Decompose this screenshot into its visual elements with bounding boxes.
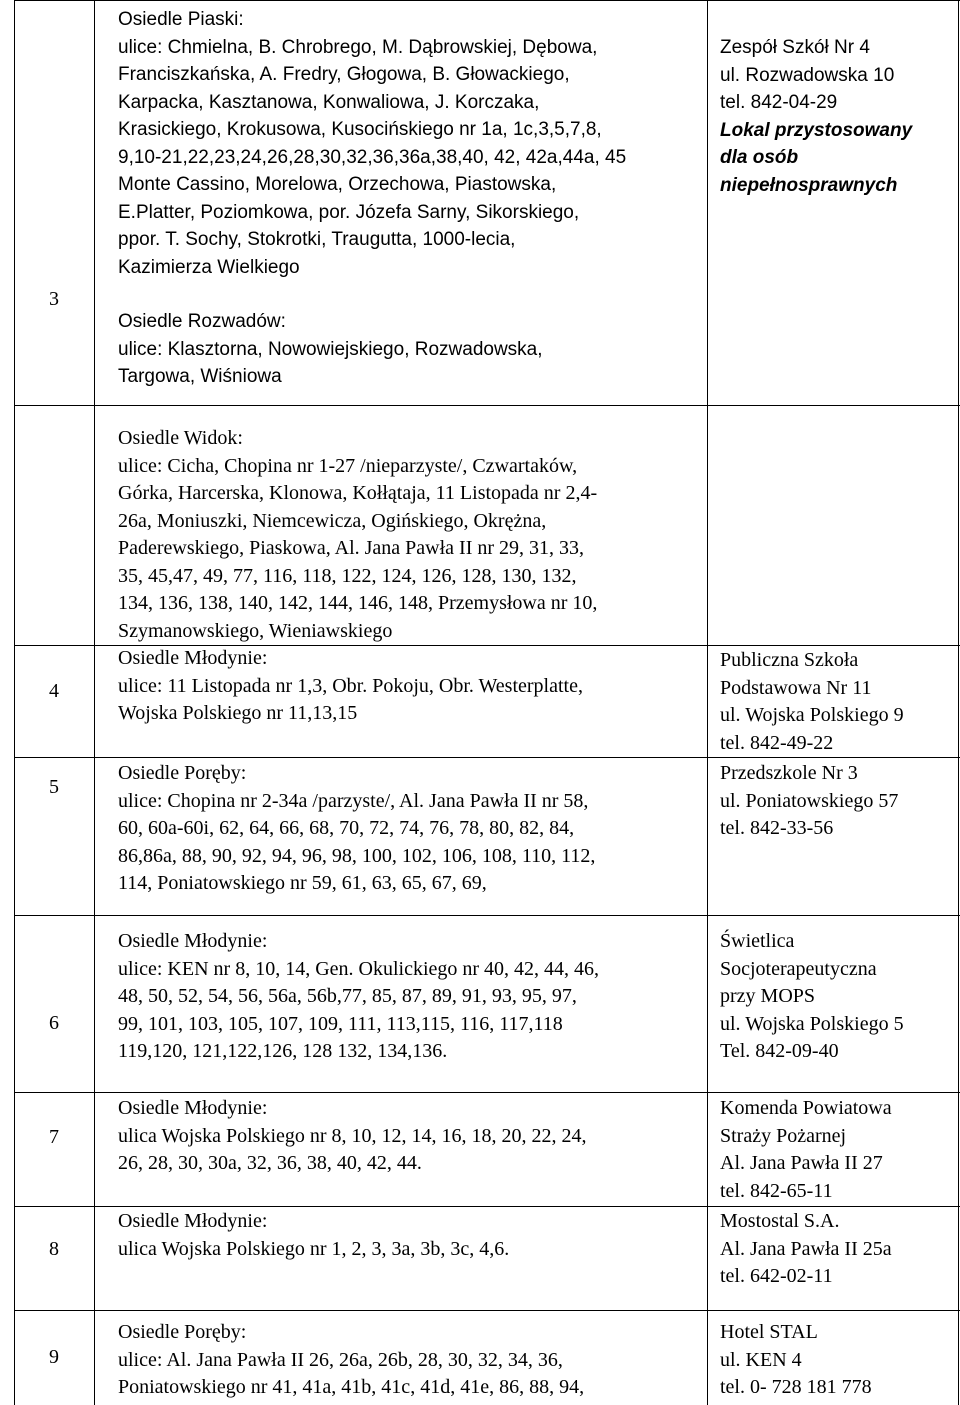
row-number: 9 [49,1346,59,1368]
location-line: Mostostal S.A. [720,1210,840,1232]
street-line: ulice: Al. Jana Pawła II 26, 26a, 26b, 28, 30, 32, 34, 36, [118,1348,563,1371]
street-line: Szymanowskiego, Wieniawskiego [118,619,393,642]
location-line: Świetlica [720,930,795,952]
row-number: 8 [49,1238,59,1260]
accessibility-note: Lokal przystosowany [720,119,913,141]
location-line: Podstawowa Nr 11 [720,676,872,699]
street-line: ulica Wojska Polskiego nr 1, 2, 3, 3a, 3b, 3c, 4,6. [118,1237,510,1260]
street-line: 60, 60a-60i, 62, 64, 66, 68, 70, 72, 74, 76, 78, 80, 82, 84, [118,817,575,839]
street-line: Krasickiego, Krokusowa, Kusocińskiego nr 1a, 1c,3,5,7,8, [118,119,602,140]
location-line: tel. 0- 728 181 778 [720,1376,872,1398]
district-heading: Osiedle Poręby: [118,1321,247,1343]
street-line: Monte Cassino, Morelowa, Orzechowa, Piastowska, [118,174,557,195]
street-line: ulice: Chopina nr 2-34a /parzyste/, Al. Jana Pawła II nr 58, [118,789,589,812]
district-heading: Osiedle Widok: [118,427,243,449]
row-number: 5 [49,776,59,798]
location-line: ul. Wojska Polskiego 5 [720,1012,904,1035]
street-line: 48, 50, 52, 54, 56, 56a, 56b,77, 85, 87, 89, 91, 93, 95, 97, [118,985,577,1007]
street-line: Wojska Polskiego nr 11,13,15 [118,702,358,724]
location-line: Al. Jana Pawła II 27 [720,1152,883,1174]
street-line: 35, 45,47, 49, 77, 116, 118, 122, 124, 126, 128, 130, 132, [118,564,577,587]
table-border-right [958,0,959,1405]
district-cell [118,6,706,391]
location-line: tel. 842-49-22 [720,731,834,754]
accessibility-note: niepełnosprawnych [720,174,898,196]
district-cell [118,1095,706,1178]
location-line: Hotel STAL [720,1321,818,1343]
street-line: 99, 101, 103, 105, 107, 109, 111, 113,115, 116, 117,118 [118,1012,563,1035]
district-heading: Osiedle Młodynie: [118,930,268,952]
location-line: Komenda Powiatowa [720,1097,892,1119]
row-number: 4 [49,680,59,702]
location-line: Straży Pożarnej [720,1124,847,1147]
location-cell [720,647,954,757]
location-cell [720,1095,954,1205]
row-number: 7 [49,1126,59,1148]
location-line: ul. Wojska Polskiego 9 [720,704,904,726]
accessibility-note: dla osób [720,147,799,168]
row-divider [14,757,960,758]
district-cell [118,1208,706,1263]
street-line: Kazimierza Wielkiego [118,256,300,278]
location-line: tel. 842-04-29 [720,92,838,113]
column-divider [94,0,95,1405]
location-cell [720,34,954,199]
street-line: ulice: Chmielna, B. Chrobrego, M. Dąbrowskiej, Dębowa, [118,36,598,58]
district-cell [118,425,706,728]
street-line: ppor. T. Sochy, Stokrotki, Traugutta, 1000-lecia, [118,229,516,250]
location-line: Zespół Szkół Nr 4 [720,37,870,58]
location-cell [720,928,954,1066]
district-heading: Osiedle Młodynie: [118,647,268,669]
location-line: Al. Jana Pawła II 25a [720,1237,892,1260]
street-line: ulice: Cicha, Chopina nr 1-27 /nieparzyste/, Czwartaków, [118,454,578,477]
location-cell [720,760,954,843]
street-line: 119,120, 121,122,126, 128 132, 134,136. [118,1040,448,1062]
row-divider [14,1206,960,1207]
location-line: przy MOPS [720,985,816,1007]
street-line: Górka, Harcerska, Klonowa, Kołłątaja, 11 Listopada nr 2,4- [118,482,598,504]
district-heading: Osiedle Piaski: [118,9,244,30]
location-line: Przedszkole Nr 3 [720,762,858,784]
row-divider [14,915,960,916]
row-number: 3 [49,288,59,310]
location-line: Tel. 842-09-40 [720,1040,839,1062]
district-cell [118,760,706,898]
street-line: 9,10-21,22,23,24,26,28,30,32,36,36a,38,40, 42, 42a,44a, 45 [118,146,627,168]
street-line: ulice: 11 Listopada nr 1,3, Obr. Pokoju, Obr. Westerplatte, [118,674,583,697]
row-number: 6 [49,1012,59,1034]
street-line: ulice: Klasztorna, Nowowiejskiego, Rozwadowska, [118,338,543,360]
location-line: ul. Poniatowskiego 57 [720,789,899,812]
location-line: ul. KEN 4 [720,1348,802,1371]
district-cell [118,928,706,1066]
street-line: Targowa, Wiśniowa [118,366,282,387]
spacer [118,281,706,308]
column-divider [707,0,708,1405]
location-cell [720,1208,954,1291]
street-line: ulica Wojska Polskiego nr 8, 10, 12, 14, 16, 18, 20, 22, 24, [118,1124,587,1147]
row-divider [14,405,960,406]
street-line: Karpacka, Kasztanowa, Konwaliowa, J. Korczaka, [118,91,540,113]
street-line: E.Platter, Poziomkowa, por. Józefa Sarny, Sikorskiego, [118,201,580,223]
location-line: tel. 842-65-11 [720,1179,833,1202]
street-line: 26a, Moniuszki, Niemcewicza, Ogińskiego, Okrężna, [118,509,547,532]
district-cell [118,1319,706,1402]
location-line: Socjoterapeutyczna [720,957,877,980]
street-line: ulice: KEN nr 8, 10, 14, Gen. Okulickiego nr 40, 42, 44, 46, [118,957,600,980]
location-line: ul. Rozwadowska 10 [720,64,895,86]
district-heading: Osiedle Poręby: [118,762,247,784]
row-divider [14,1310,960,1311]
row-divider [14,1092,960,1093]
location-line: tel. 842-33-56 [720,817,834,839]
street-line: Poniatowskiego nr 41, 41a, 41b, 41c, 41d, 41e, 86, 88, 94, [118,1376,585,1398]
row-divider [14,0,960,1]
location-line: tel. 642-02-11 [720,1265,833,1287]
street-line: Franciszkańska, A. Fredry, Głogowa, B. Głowackiego, [118,64,570,85]
street-line: 86,86a, 88, 90, 92, 94, 96, 98, 100, 102, 106, 108, 110, 112, [118,844,596,867]
district-heading: Osiedle Młodynie: [118,1097,268,1119]
street-line: 134, 136, 138, 140, 142, 144, 146, 148, Przemysłowa nr 10, [118,592,598,614]
street-line: Paderewskiego, Piaskowa, Al. Jana Pawła II nr 29, 31, 33, [118,537,585,559]
location-line: Publiczna Szkoła [720,649,859,671]
street-line: 26, 28, 30, 30a, 32, 36, 38, 40, 42, 44. [118,1152,422,1174]
district-heading: Osiedle Młodynie: [118,1210,268,1232]
street-line: 114, Poniatowskiego nr 59, 61, 63, 65, 67, 69, [118,872,487,894]
district-heading: Osiedle Rozwadów: [118,311,286,332]
location-cell [720,1319,954,1402]
